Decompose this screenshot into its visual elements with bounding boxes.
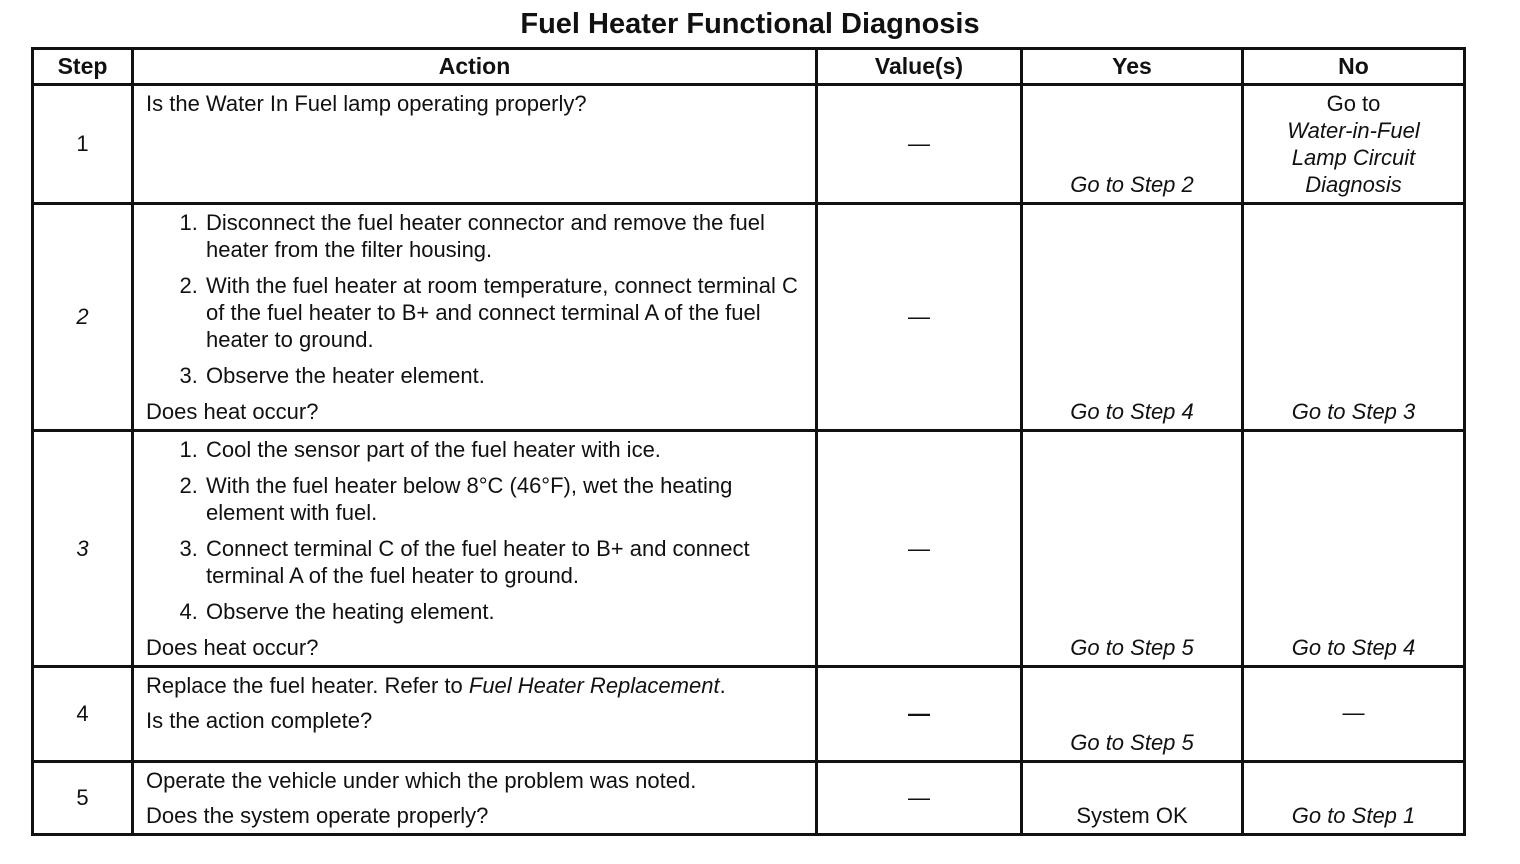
action-question: Is the Water In Fuel lamp operating properly?	[146, 91, 587, 116]
action-cell	[133, 762, 817, 835]
header-no: No	[1243, 49, 1465, 85]
action-question: Does heat occur?	[146, 399, 319, 424]
action-text-suffix: .	[719, 673, 726, 698]
action-cell	[133, 431, 817, 667]
value-cell: —	[817, 204, 1022, 431]
action-text	[146, 672, 803, 699]
step-number: 4	[33, 667, 133, 762]
no-cell: —	[1243, 667, 1465, 762]
no-cell: Go to Step 3	[1243, 204, 1465, 431]
step-number: 1	[33, 85, 133, 204]
value-cell: —	[817, 762, 1022, 835]
table-row	[33, 762, 1465, 835]
header-yes: Yes	[1022, 49, 1243, 85]
yes-cell: Go to Step 5	[1022, 667, 1243, 762]
action-step-item: 3. Connect terminal C of the fuel heater to B+ and connect terminal A of the fuel heater to ground.	[204, 535, 803, 589]
action-question: Does heat occur?	[146, 635, 319, 660]
action-text: Operate the vehicle under which the problem was noted.	[146, 768, 697, 793]
action-cell	[133, 204, 817, 431]
action-step-item: 4. Observe the heating element.	[204, 598, 803, 625]
action-text-prefix: Replace the fuel heater. Refer to	[146, 673, 469, 698]
step-number: 3	[33, 431, 133, 667]
no-cell	[1243, 85, 1465, 204]
header-values: Value(s)	[817, 49, 1022, 85]
no-cell-reference: Water-in-Fuel Lamp Circuit Diagnosis	[1287, 118, 1420, 197]
step-number: 5	[33, 762, 133, 835]
action-steps-list	[146, 436, 803, 625]
action-step-item: 3. Observe the heater element.	[204, 362, 803, 389]
action-question: Does the system operate properly?	[146, 803, 489, 828]
yes-cell: Go to Step 4	[1022, 204, 1243, 431]
table-row	[33, 204, 1465, 431]
value-cell: —	[817, 85, 1022, 204]
value-cell: —	[817, 431, 1022, 667]
header-action: Action	[133, 49, 817, 85]
header-step: Step	[33, 49, 133, 85]
action-cell	[133, 667, 817, 762]
value-cell: —	[817, 667, 1022, 762]
table-row	[33, 667, 1465, 762]
table-row	[33, 85, 1465, 204]
yes-cell: System OK	[1022, 762, 1243, 835]
action-step-item: 1. Disconnect the fuel heater connector and remove the fuel heater from the filter housing.	[204, 209, 803, 263]
no-cell-prefix: Go to	[1326, 91, 1381, 116]
yes-cell: Go to Step 5	[1022, 431, 1243, 667]
action-reference: Fuel Heater Replacement	[468, 673, 720, 698]
header-row	[33, 49, 1465, 85]
no-cell: Go to Step 1	[1243, 762, 1465, 835]
diagnosis-table	[31, 47, 1466, 836]
action-step-item: 2. With the fuel heater at room temperature, connect terminal C of the fuel heater to B+ and connect terminal A of the fuel heater to ground.	[204, 272, 803, 353]
page-title: Fuel Heater Functional Diagnosis	[520, 8, 980, 40]
action-step-item: 2. With the fuel heater below 8°C (46°F), wet the heating element with fuel.	[204, 472, 803, 526]
action-cell	[133, 85, 817, 204]
action-steps-list	[146, 209, 803, 389]
action-question: Is the action complete?	[146, 708, 373, 733]
action-step-item: 1. Cool the sensor part of the fuel heater with ice.	[204, 436, 803, 463]
step-number: 2	[33, 204, 133, 431]
yes-cell: Go to Step 2	[1022, 85, 1243, 204]
table-row	[33, 431, 1465, 667]
no-cell: Go to Step 4	[1243, 431, 1465, 667]
